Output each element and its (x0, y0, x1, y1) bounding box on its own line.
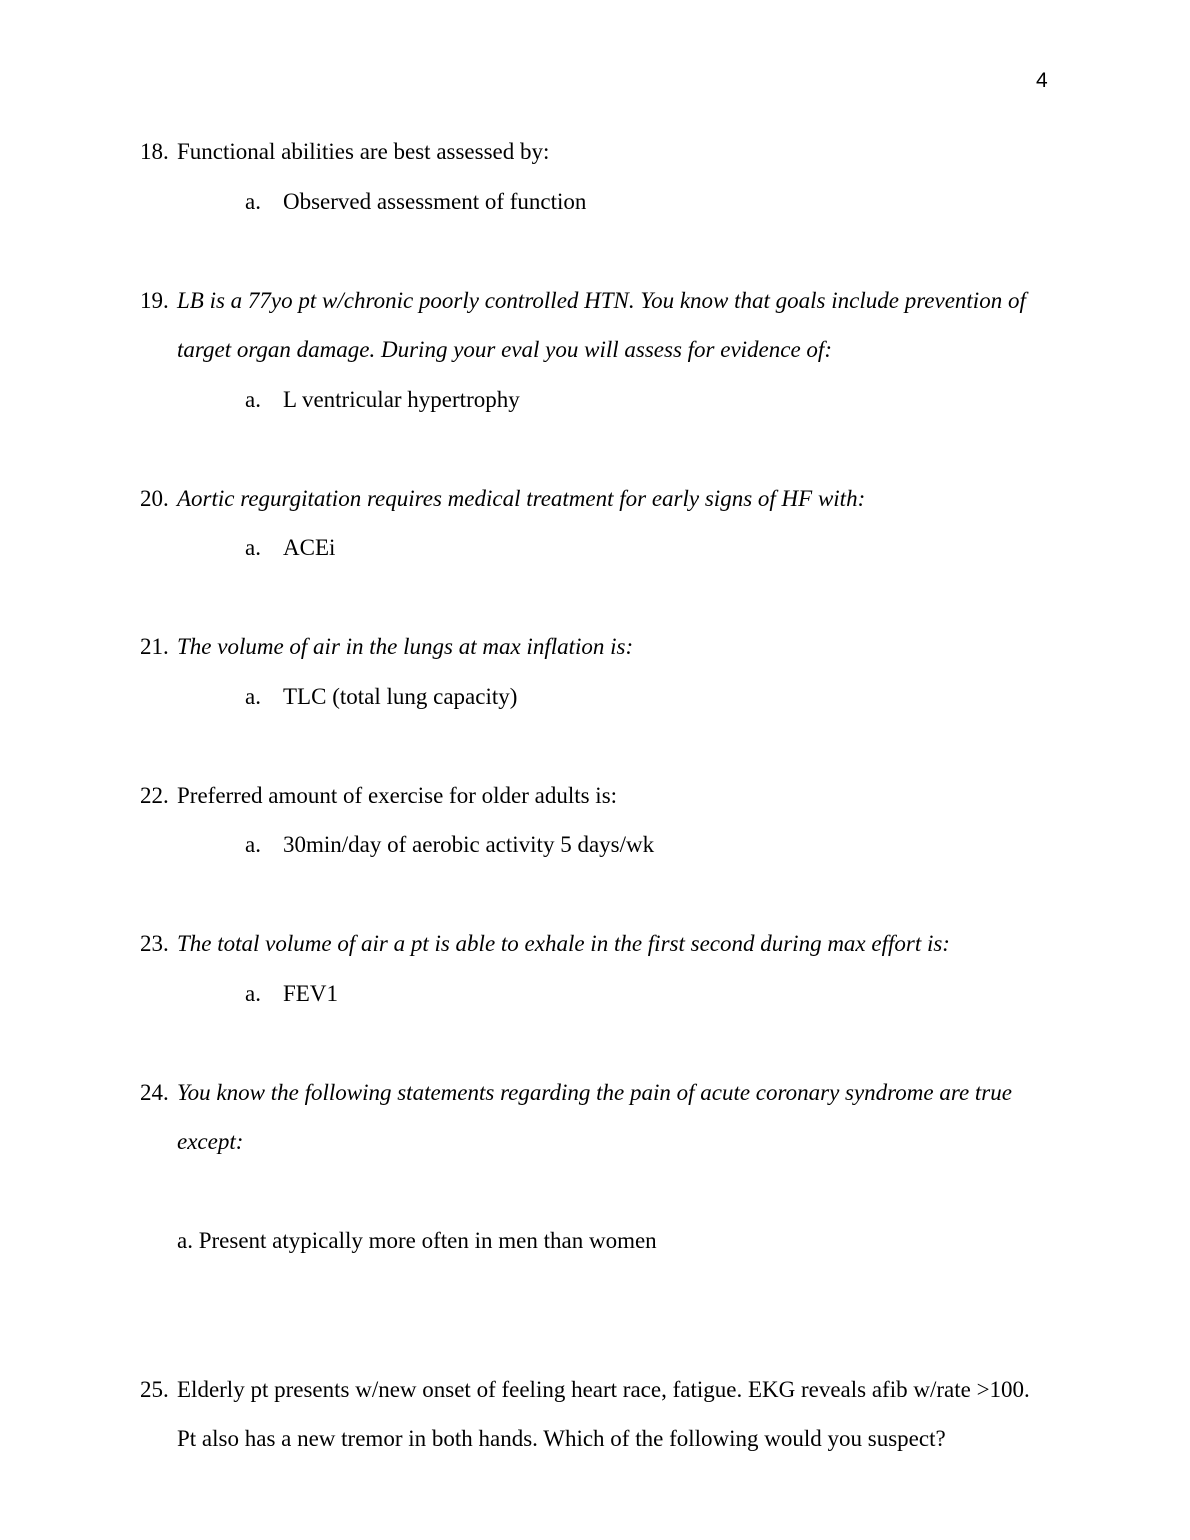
page-number: 4 (1036, 69, 1048, 92)
blank-line (140, 226, 1050, 276)
answer-inline: a. Present atypically more often in men than women (177, 1228, 657, 1253)
question-text: LB is a 77yo pt w/chronic poorly controlled HTN. You know that goals include prevention of target organ damage. During your eval you will assess for evidence of: (177, 287, 1026, 362)
answer-line (245, 375, 1050, 425)
question-block (140, 474, 1050, 623)
question-line (140, 622, 1050, 672)
answer-line (245, 177, 1050, 227)
question-number: 19. (140, 287, 169, 313)
question-text: Functional abilities are best assessed by: (177, 139, 550, 164)
question-line (140, 276, 1050, 375)
answer-text: ACEi (283, 535, 336, 560)
answer-line (245, 523, 1050, 573)
answer-line (245, 969, 1050, 1019)
answer-line (245, 672, 1050, 722)
answer-marker: a. (245, 832, 261, 857)
question-text: Elderly pt presents w/new onset of feeling heart race, fatigue. EKG reveals afib w/rate >100. Pt also has a new tremor in both hands. Which of the following would you suspect? (177, 1376, 1030, 1451)
question-block (140, 622, 1050, 771)
question-text: You know the following statements regarding the pain of acute coronary syndrome are true except: (177, 1079, 1012, 1154)
question-text: The volume of air in the lungs at max inflation is: (177, 634, 634, 659)
blank-line (140, 721, 1050, 771)
question-list (140, 127, 1050, 1464)
question-block (140, 127, 1050, 276)
question-number: 22. (140, 782, 169, 808)
question-text: The total volume of air a pt is able to exhale in the first second during max effort is: (177, 931, 950, 956)
blank-line (140, 1266, 1050, 1316)
blank-line (140, 573, 1050, 623)
question-line (140, 1365, 1050, 1464)
blank-line (140, 1315, 1050, 1365)
answer-marker: a. (245, 980, 261, 1006)
question-text: Preferred amount of exercise for older adults is: (177, 782, 618, 808)
question-block (140, 276, 1050, 474)
answer-marker: a. (245, 535, 261, 560)
question-number: 18. (140, 139, 169, 164)
answer-text: TLC (total lung capacity) (283, 683, 518, 709)
question-number: 23. (140, 931, 169, 956)
question-line (140, 474, 1050, 524)
question-line (140, 919, 1050, 969)
blank-line (140, 424, 1050, 474)
question-number: 20. (140, 485, 169, 511)
answer-line (245, 820, 1050, 870)
question-number: 21. (140, 634, 169, 659)
answer-marker: a. (245, 386, 261, 412)
question-block (140, 1365, 1050, 1464)
question-block (140, 771, 1050, 920)
answer-text: Observed assessment of function (283, 188, 587, 214)
question-line (140, 771, 1050, 821)
question-number: 24. (140, 1079, 169, 1105)
blank-line (140, 1018, 1050, 1068)
answer-text: FEV1 (283, 980, 338, 1006)
answer-text: 30min/day of aerobic activity 5 days/wk (283, 832, 655, 857)
question-text: Aortic regurgitation requires medical treatment for early signs of HF with: (177, 485, 866, 511)
question-line (140, 127, 1050, 177)
blank-line (140, 870, 1050, 920)
question-number: 25. (140, 1376, 169, 1402)
question-block (140, 919, 1050, 1068)
question-block (140, 1068, 1050, 1365)
question-line (140, 1068, 1050, 1167)
answer-text: L ventricular hypertrophy (283, 386, 520, 412)
answer-marker: a. (245, 188, 261, 214)
blank-line (140, 1167, 1050, 1217)
answer-marker: a. (245, 683, 261, 709)
